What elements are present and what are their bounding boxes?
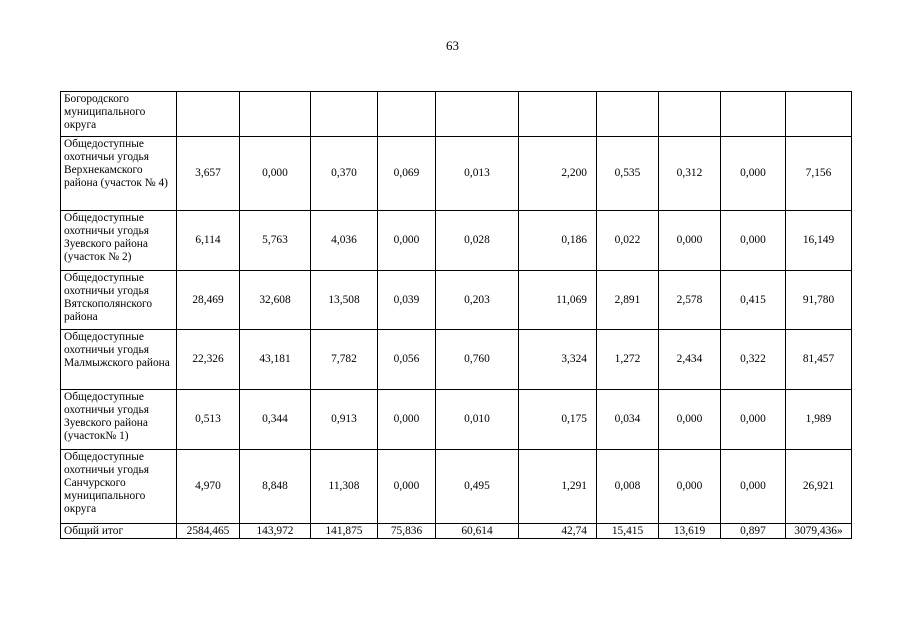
value-cell: 0,000: [721, 390, 786, 450]
value-cell: 0,312: [659, 137, 721, 211]
value-cell: [240, 92, 311, 137]
table-row: [61, 211, 852, 271]
table-row: [61, 450, 852, 524]
value-cell: 32,608: [240, 271, 311, 330]
value-cell: 0,000: [659, 390, 721, 450]
value-cell: 0,344: [240, 390, 311, 450]
value-cell: [177, 92, 240, 137]
total-value-cell: 3079,436»: [786, 524, 852, 539]
value-cell: 0,370: [311, 137, 378, 211]
value-cell: 43,181: [240, 330, 311, 390]
value-cell: [721, 92, 786, 137]
total-value-cell: 141,875: [311, 524, 378, 539]
value-cell: 1,291: [519, 450, 597, 524]
total-value-cell: 13,619: [659, 524, 721, 539]
value-cell: 0,000: [659, 211, 721, 271]
value-cell: [786, 92, 852, 137]
value-cell: 8,848: [240, 450, 311, 524]
value-cell: [436, 92, 519, 137]
total-row: [61, 524, 852, 539]
value-cell: [597, 92, 659, 137]
value-cell: 0,495: [436, 450, 519, 524]
table-row: [61, 390, 852, 450]
value-cell: 0,203: [436, 271, 519, 330]
value-cell: 0,415: [721, 271, 786, 330]
total-value-cell: 143,972: [240, 524, 311, 539]
value-cell: 0,000: [659, 450, 721, 524]
value-cell: 2,434: [659, 330, 721, 390]
row-name-cell: Богородского муниципального округа: [61, 92, 177, 137]
value-cell: [311, 92, 378, 137]
value-cell: 6,114: [177, 211, 240, 271]
value-cell: 0,175: [519, 390, 597, 450]
table-row: [61, 137, 852, 211]
value-cell: 1,272: [597, 330, 659, 390]
value-cell: 0,056: [378, 330, 436, 390]
value-cell: 0,013: [436, 137, 519, 211]
value-cell: 91,780: [786, 271, 852, 330]
value-cell: 3,324: [519, 330, 597, 390]
value-cell: 0,000: [378, 211, 436, 271]
value-cell: 3,657: [177, 137, 240, 211]
value-cell: 2,578: [659, 271, 721, 330]
total-value-cell: 60,614: [436, 524, 519, 539]
value-cell: 1,989: [786, 390, 852, 450]
value-cell: 0,913: [311, 390, 378, 450]
value-cell: 11,069: [519, 271, 597, 330]
row-name-cell: Общедоступные охотничьи угодья Вятскополянского района: [61, 271, 177, 330]
value-cell: 0,034: [597, 390, 659, 450]
value-cell: 0,760: [436, 330, 519, 390]
value-cell: 0,000: [721, 211, 786, 271]
value-cell: [659, 92, 721, 137]
value-cell: 7,156: [786, 137, 852, 211]
page-number: 63: [446, 38, 459, 53]
value-cell: 28,469: [177, 271, 240, 330]
value-cell: 0,322: [721, 330, 786, 390]
value-cell: 0,000: [378, 390, 436, 450]
total-value-cell: 2584,465: [177, 524, 240, 539]
value-cell: 0,000: [378, 450, 436, 524]
value-cell: 0,039: [378, 271, 436, 330]
value-cell: 11,308: [311, 450, 378, 524]
value-cell: 13,508: [311, 271, 378, 330]
value-cell: 22,326: [177, 330, 240, 390]
row-name-cell: Общедоступные охотничьи угодья Верхнекамского района (участок № 4): [61, 137, 177, 211]
value-cell: 0,000: [240, 137, 311, 211]
table-row: [61, 330, 852, 390]
value-cell: 4,970: [177, 450, 240, 524]
row-name-cell: Общедоступные охотничьи угодья Малмыжского района: [61, 330, 177, 390]
value-cell: 0,535: [597, 137, 659, 211]
value-cell: 26,921: [786, 450, 852, 524]
value-cell: 0,513: [177, 390, 240, 450]
value-cell: 0,010: [436, 390, 519, 450]
value-cell: 0,186: [519, 211, 597, 271]
row-name-cell: Общедоступные охотничьи угодья Санчурского муниципального округа: [61, 450, 177, 524]
value-cell: [519, 92, 597, 137]
value-cell: 4,036: [311, 211, 378, 271]
value-cell: 7,782: [311, 330, 378, 390]
value-cell: 2,200: [519, 137, 597, 211]
row-name-cell: Общедоступные охотничьи угодья Зуевского района (участок № 2): [61, 211, 177, 271]
row-name-cell: Общедоступные охотничьи угодья Зуевского района (участок№ 1): [61, 390, 177, 450]
value-cell: 0,000: [721, 137, 786, 211]
total-value-cell: 75,836: [378, 524, 436, 539]
value-cell: [378, 92, 436, 137]
value-cell: 5,763: [240, 211, 311, 271]
value-cell: 0,000: [721, 450, 786, 524]
value-cell: 0,022: [597, 211, 659, 271]
total-label: Общий итог: [61, 524, 177, 539]
total-value-cell: 15,415: [597, 524, 659, 539]
value-cell: 0,069: [378, 137, 436, 211]
total-value-cell: 0,897: [721, 524, 786, 539]
value-cell: 2,891: [597, 271, 659, 330]
value-cell: 81,457: [786, 330, 852, 390]
value-cell: 0,008: [597, 450, 659, 524]
total-value-cell: 42,74: [519, 524, 597, 539]
value-cell: 16,149: [786, 211, 852, 271]
value-cell: 0,028: [436, 211, 519, 271]
table-row: [61, 271, 852, 330]
table-row: [61, 92, 852, 137]
data-table: [60, 91, 852, 539]
